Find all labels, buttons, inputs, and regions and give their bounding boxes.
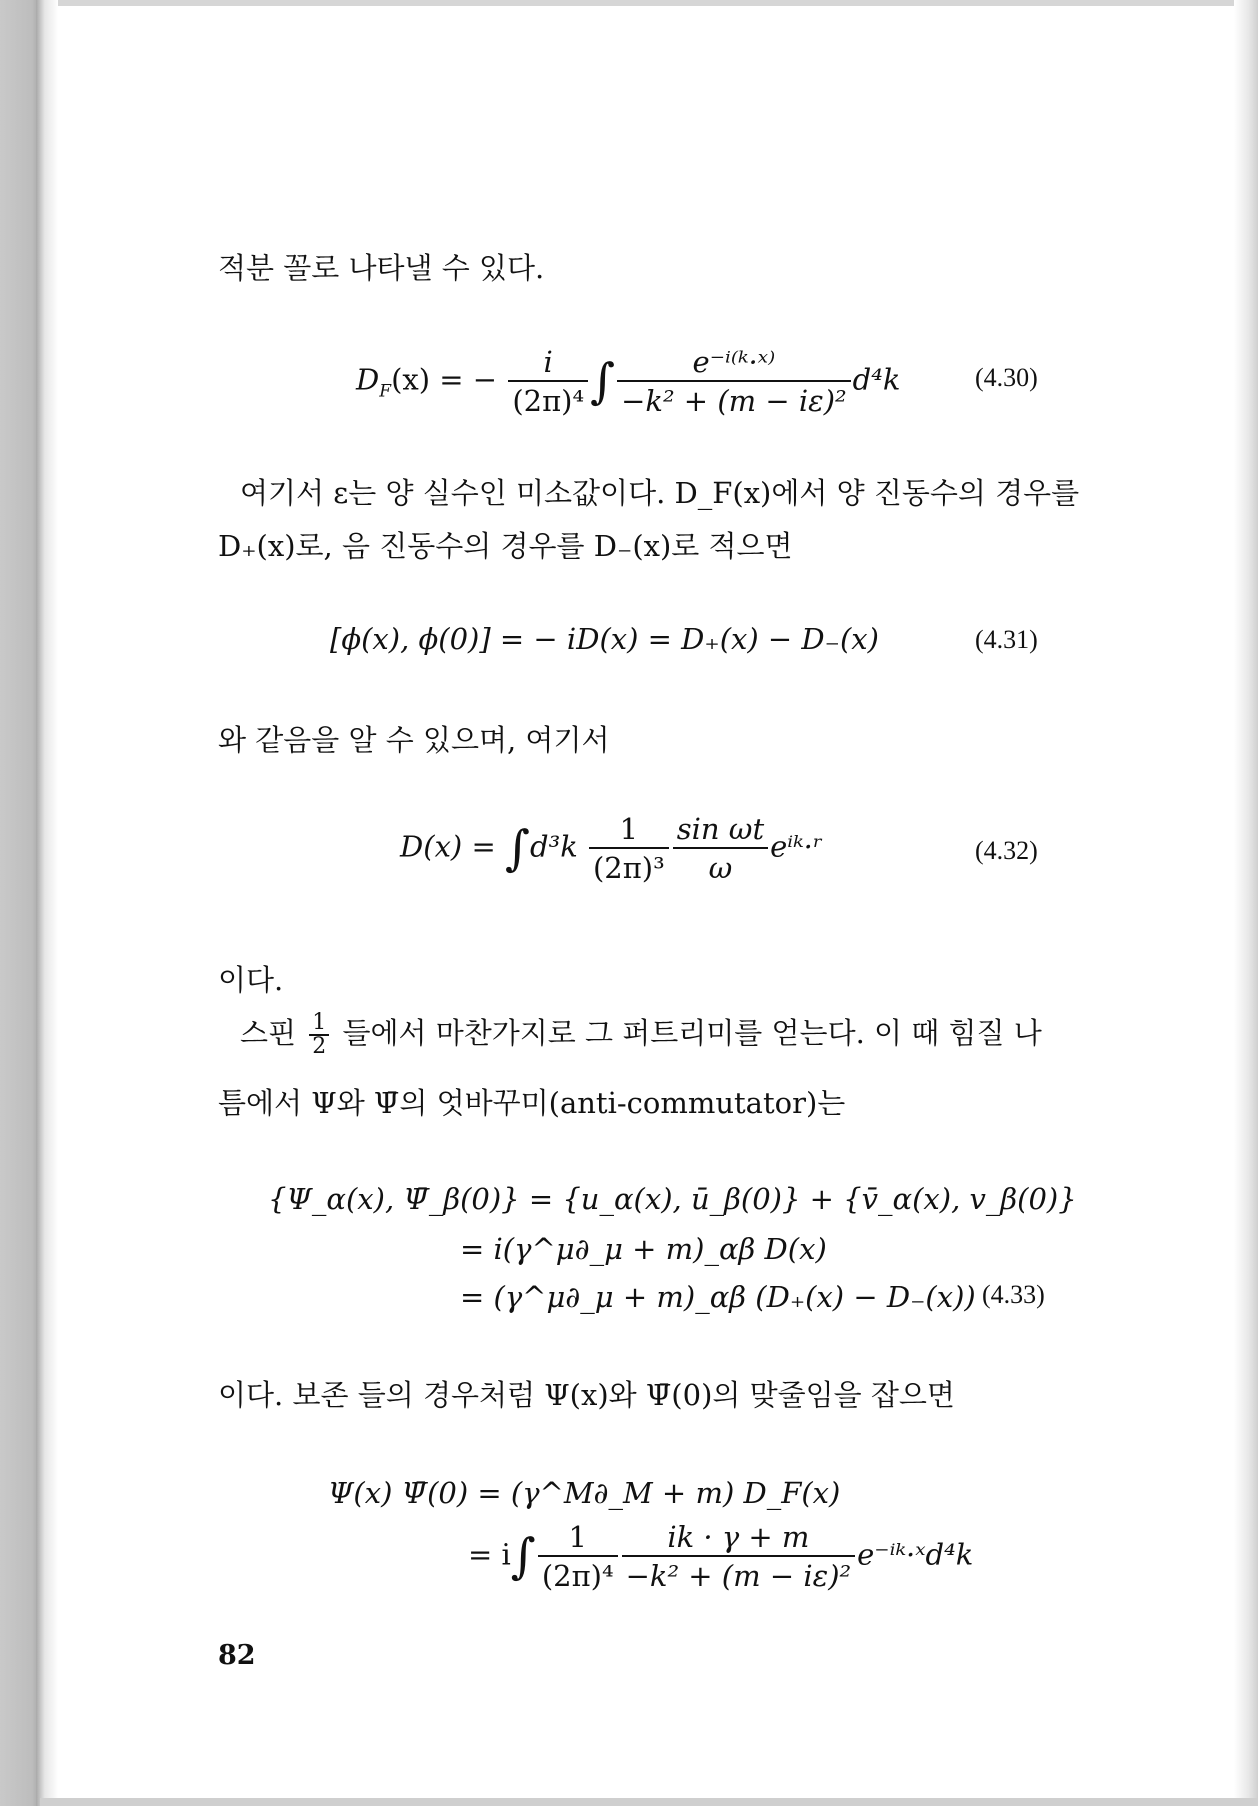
equation-4-30 bbox=[356, 345, 900, 418]
paragraph-thus: 와 같음을 알 수 있으며, 여기서 bbox=[218, 723, 610, 757]
equation-number-4-33: (4.33) bbox=[982, 1280, 1045, 1309]
eq430-integrand-num: e⁻ⁱ⁽ᵏ·ˣ⁾ bbox=[617, 345, 851, 382]
eq434-frac2 bbox=[622, 1520, 856, 1593]
spin-label: 스핀 bbox=[240, 1016, 297, 1050]
paragraph-boson: 이다. 보존 들의 경우처럼 Ψ(x)와 Ψ̄(0)의 맞줄임을 잡으면 bbox=[218, 1378, 955, 1412]
integral-sign: ∫ bbox=[590, 353, 616, 410]
equation-4-32 bbox=[400, 812, 823, 885]
eq434-frac2-den: −k² + (m − iε)² bbox=[625, 1559, 852, 1593]
eq430-prefactor bbox=[508, 345, 588, 418]
eq434-pre: = i bbox=[468, 1537, 511, 1572]
paragraph-ida: 이다. bbox=[218, 963, 284, 997]
paragraph-spin-line2: 틈에서 Ψ와 Ψ̄의 엇바꾸미(anti-commutator)는 bbox=[218, 1086, 846, 1120]
eq430-lhs-sub: F bbox=[379, 381, 392, 402]
eq434-frac1-num: 1 bbox=[538, 1520, 618, 1557]
equation-4-33-line2: = i(γ^μ∂_μ + m)_αβ D(x) bbox=[460, 1232, 827, 1266]
equation-4-33-line1: {Ψ_α(x), Ψ̄_β(0)} = {u_α(x), ū_β(0)} + {v̄_α(x), v_β(0)} bbox=[268, 1182, 1077, 1216]
integral-sign: ∫ bbox=[504, 820, 530, 877]
eq430-prefactor-den: (2π)⁴ bbox=[512, 384, 585, 418]
spin-half-num: 1 bbox=[309, 1012, 329, 1036]
equation-number-4-30: (4.30) bbox=[975, 363, 1038, 392]
equation-number-4-31: (4.31) bbox=[975, 625, 1038, 654]
eq432-frac2-num: sin ωt bbox=[673, 812, 768, 849]
equation-propagator-line1: Ψ(x) Ψ̄(0) = (γ^M∂_M + m) D_F(x) bbox=[328, 1476, 841, 1510]
eq434-frac2-num: ik · γ + m bbox=[622, 1520, 856, 1557]
eq432-frac2 bbox=[673, 812, 768, 885]
eq432-frac1 bbox=[589, 812, 669, 885]
paragraph-intro: 적분 꼴로 나타낼 수 있다. bbox=[218, 251, 545, 285]
eq434-frac1 bbox=[538, 1520, 618, 1593]
paragraph-spin-line1 bbox=[240, 1012, 1042, 1058]
eq430-integrand-den: −k² + (m − iε)² bbox=[621, 384, 847, 418]
eq432-pre: d³k bbox=[530, 829, 578, 864]
spin-half-den: 2 bbox=[312, 1034, 327, 1059]
eq430-tail: d⁴k bbox=[852, 362, 901, 397]
equation-number-4-32: (4.32) bbox=[975, 836, 1038, 865]
eq434-tail: e⁻ⁱᵏ·ˣd⁴k bbox=[857, 1537, 974, 1572]
eq434-frac1-den: (2π)⁴ bbox=[541, 1559, 614, 1593]
eq430-prefactor-num: i bbox=[508, 345, 588, 382]
eq432-frac1-den: (2π)³ bbox=[592, 851, 665, 885]
eq430-lhs: D bbox=[356, 362, 380, 397]
eq432-frac1-num: 1 bbox=[589, 812, 669, 849]
equation-4-33-line3: = (γ^μ∂_μ + m)_αβ (D₊(x) − D₋(x)) bbox=[460, 1280, 976, 1314]
paragraph-epsilon-line1: 여기서 ε는 양 실수인 미소값이다. D_F(x)에서 양 진동수의 경우를 bbox=[240, 476, 1080, 510]
spin-line1-rest: 들에서 마찬가지로 그 퍼트리미를 얻는다. 이 때 힘질 나 bbox=[342, 1016, 1042, 1050]
eq432-tail: eⁱᵏ·ʳ bbox=[770, 829, 823, 864]
integral-sign: ∫ bbox=[510, 1528, 536, 1585]
equation-propagator-line2 bbox=[468, 1520, 973, 1593]
eq430-integrand bbox=[617, 345, 851, 418]
spin-half-fraction bbox=[309, 1012, 329, 1058]
page-number: 82 bbox=[218, 1640, 256, 1671]
eq430-lhs-arg: (x) = − bbox=[391, 362, 498, 397]
equation-4-31: [ϕ(x), ϕ(0)] = − iD(x) = D₊(x) − D₋(x) bbox=[330, 622, 879, 656]
paragraph-epsilon-line2: D₊(x)로, 음 진동수의 경우를 D₋(x)로 적으면 bbox=[218, 529, 793, 563]
eq432-lhs: D(x) = bbox=[400, 829, 505, 864]
eq432-frac2-den: ω bbox=[708, 851, 733, 885]
